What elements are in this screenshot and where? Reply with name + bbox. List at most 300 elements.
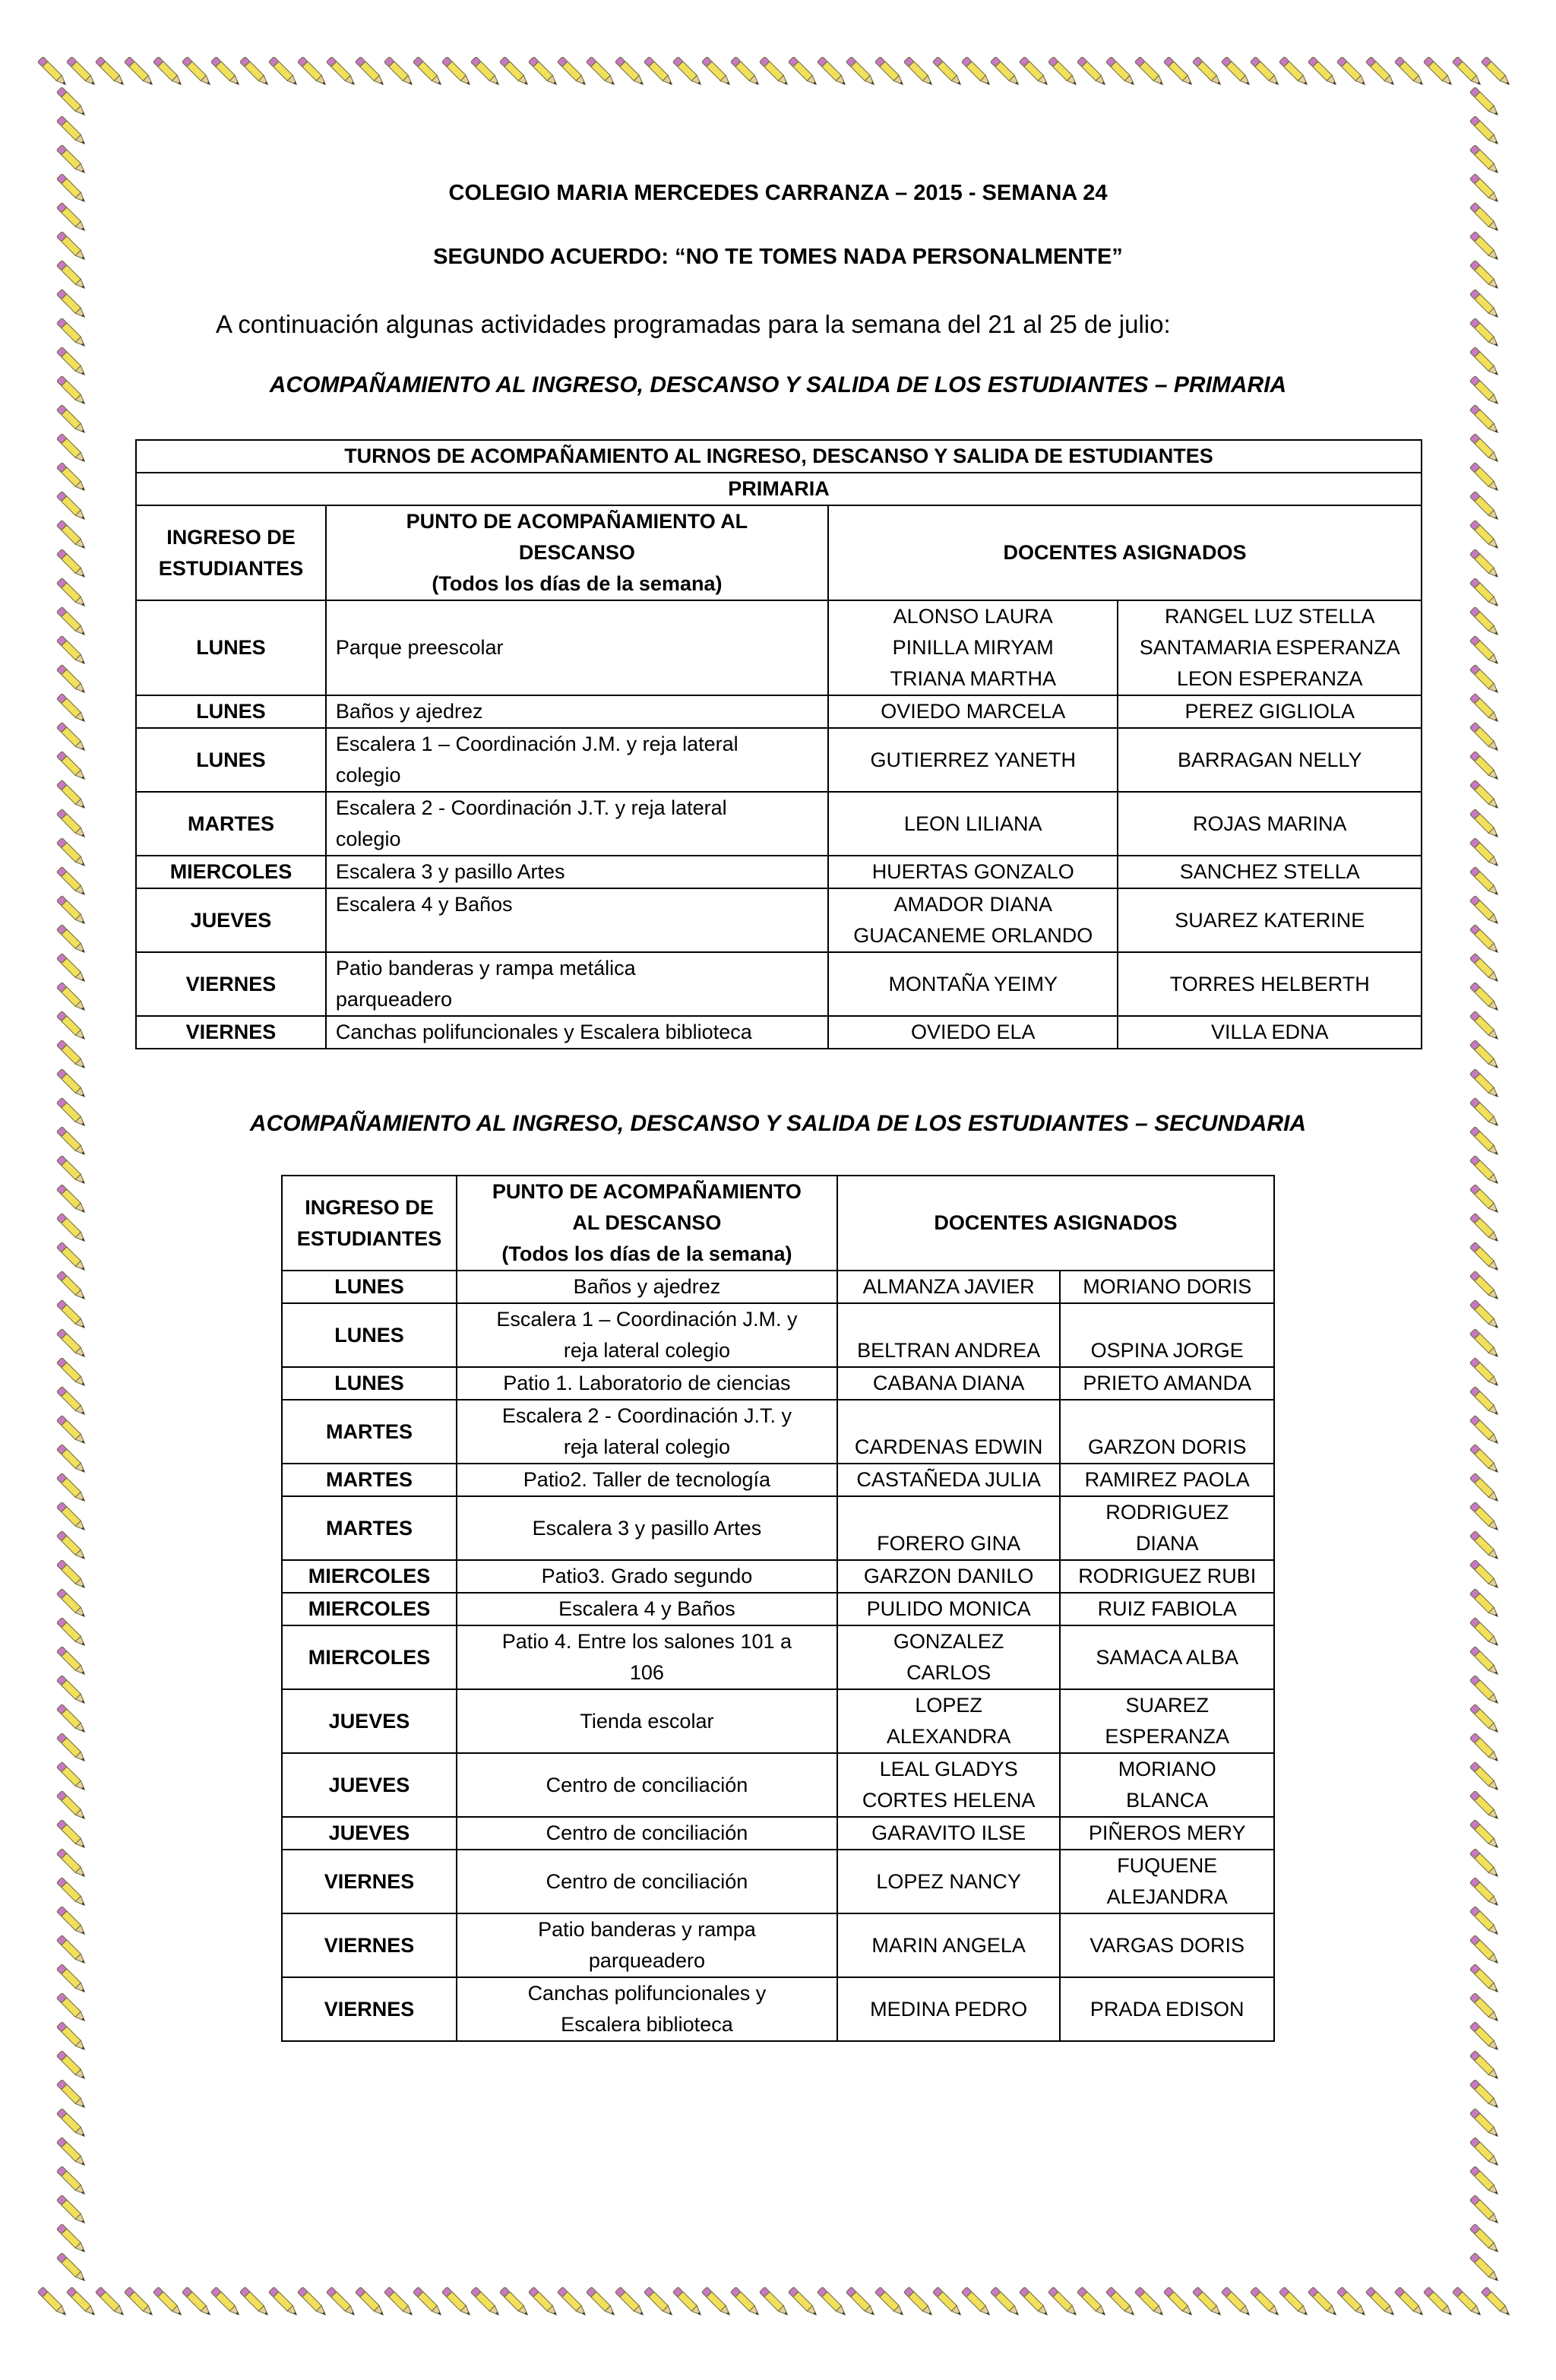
place-cell: Escalera 4 y Baños <box>457 1593 837 1625</box>
day-cell: VIERNES <box>282 1913 457 1977</box>
pencil-icon <box>56 1473 87 1503</box>
teacher-cell: PRIETO AMANDA <box>1060 1367 1274 1400</box>
pencil-icon <box>56 895 87 926</box>
pencil-icon <box>1105 2287 1136 2317</box>
pencil-icon <box>56 635 87 666</box>
table-row <box>282 1271 1274 1303</box>
pencil-icon <box>1336 56 1367 87</box>
header-ingreso: INGRESO DE ESTUDIANTES <box>136 505 326 600</box>
table-row <box>282 1977 1274 2041</box>
day-cell: LUNES <box>282 1303 457 1367</box>
pencil-icon <box>56 144 87 175</box>
pencil-icon <box>1469 1761 1500 1792</box>
pencil-icon <box>759 56 789 87</box>
pencil-icon <box>355 56 385 87</box>
pencil-icon <box>56 1848 87 1878</box>
teacher-cell: GARZON DORIS <box>1060 1400 1274 1464</box>
table-row <box>136 792 1422 856</box>
pencil-icon <box>384 56 414 87</box>
place-cell: Patio banderas y rampa metálica parqueadero <box>326 952 828 1016</box>
pencil-icon <box>56 982 87 1012</box>
pencil-icon <box>297 2287 327 2317</box>
header-docentes: DOCENTES ASIGNADOS <box>837 1176 1274 1271</box>
pencil-icon <box>326 56 356 87</box>
pencil-icon <box>1250 2287 1280 2317</box>
pencil-icon <box>1192 2287 1222 2317</box>
day-cell: MIERCOLES <box>136 856 326 888</box>
teacher-cell: ALMANZA JAVIER <box>837 1271 1061 1303</box>
pencil-icon <box>788 2287 818 2317</box>
pencil-icon <box>95 56 125 87</box>
teacher-cell: AMADOR DIANA GUACANEME ORLANDO <box>828 888 1118 952</box>
primaria-table-subtitle: PRIMARIA <box>136 473 1422 505</box>
pencil-icon <box>1469 2079 1500 2109</box>
pencil-icon <box>817 2287 847 2317</box>
pencil-icon <box>1469 202 1500 233</box>
pencil-icon <box>268 2287 299 2317</box>
pencil-icon <box>297 56 327 87</box>
teacher-cell: GUTIERREZ YANETH <box>828 728 1118 792</box>
pencil-icon <box>56 1328 87 1359</box>
pencil-icon <box>846 2287 876 2317</box>
place-cell: Patio 4. Entre los salones 101 a 106 <box>457 1625 837 1689</box>
place-cell: Canchas polifuncionales y Escalera biblioteca <box>457 1977 837 2041</box>
pencil-icon <box>1469 1011 1500 1041</box>
table-row <box>282 1625 1274 1689</box>
pencil-icon <box>56 1242 87 1272</box>
pencil-icon <box>384 2287 414 2317</box>
pencil-icon <box>1019 2287 1049 2317</box>
teacher-cell: PIÑEROS MERY <box>1060 1817 1274 1850</box>
pencil-icon <box>66 2287 96 2317</box>
pencil-icon <box>1469 1559 1500 1590</box>
pencil-icon <box>1308 2287 1338 2317</box>
pencil-icon <box>56 1588 87 1619</box>
pencil-icon <box>182 56 212 87</box>
header-punto: PUNTO DE ACOMPAÑAMIENTO AL DESCANSO (Todos los días de la semana) <box>457 1176 837 1271</box>
pencil-icon <box>124 2287 154 2317</box>
pencil-icon <box>56 1271 87 1301</box>
table-row <box>282 1400 1274 1464</box>
pencil-icon <box>1469 2195 1500 2225</box>
pencil-icon <box>56 116 87 146</box>
day-cell: JUEVES <box>282 1689 457 1753</box>
pencil-icon <box>1469 1906 1500 1936</box>
pencil-icon <box>615 56 645 87</box>
pencil-icon <box>1469 433 1500 464</box>
teacher-cell: ROJAS MARINA <box>1118 792 1422 856</box>
place-cell: Centro de conciliación <box>457 1817 837 1850</box>
teacher-cell: RANGEL LUZ STELLA SANTAMARIA ESPERANZA LEON ESPERANZA <box>1118 600 1422 695</box>
day-cell: MIERCOLES <box>282 1560 457 1593</box>
table-row <box>282 1689 1274 1753</box>
pencil-icon <box>1077 56 1107 87</box>
pencil-icon <box>56 2252 87 2283</box>
pencil-icon <box>788 56 818 87</box>
table-row <box>282 1303 1274 1367</box>
pencil-icon <box>644 2287 674 2317</box>
pencil-icon <box>56 1733 87 1763</box>
place-cell: Baños y ajedrez <box>457 1271 837 1303</box>
pencil-icon <box>56 1935 87 1965</box>
intro-text: A continuación algunas actividades programadas para la semana del 21 al 25 de julio: <box>216 310 1171 338</box>
teacher-cell: LOPEZ ALEXANDRA <box>837 1689 1061 1753</box>
pencil-icon <box>326 2287 356 2317</box>
pencil-icon <box>66 56 96 87</box>
secundaria-table <box>281 1175 1275 2042</box>
pencil-icon <box>56 1068 87 1099</box>
pencil-icon <box>874 2287 905 2317</box>
teacher-cell: ALONSO LAURA PINILLA MIRYAM TRIANA MARTHA <box>828 600 1118 695</box>
teacher-cell: MONTAÑA YEIMY <box>828 952 1118 1016</box>
pencil-icon <box>441 2287 472 2317</box>
pencil-icon <box>56 1704 87 1734</box>
header-ingreso: INGRESO DE ESTUDIANTES <box>282 1176 457 1271</box>
pencil-icon <box>56 289 87 319</box>
place-cell: Parque preescolar <box>326 600 828 695</box>
pencil-icon <box>1469 1502 1500 1532</box>
pencil-icon <box>56 1213 87 1243</box>
teacher-cell: FORERO GINA <box>837 1496 1061 1560</box>
day-cell: LUNES <box>136 600 326 695</box>
pencil-icon <box>1469 1992 1500 2023</box>
pencil-icon <box>1481 2287 1511 2317</box>
pencil-icon <box>1469 1964 1500 1994</box>
pencil-icon <box>1469 780 1500 810</box>
day-cell: LUNES <box>136 695 326 728</box>
pencil-icon <box>56 1675 87 1705</box>
pencil-icon <box>1469 924 1500 954</box>
pencil-icon <box>1423 56 1453 87</box>
place-cell: Patio3. Grado segundo <box>457 1560 837 1593</box>
primaria-table <box>135 439 1422 1049</box>
day-cell: VIERNES <box>282 1977 457 2041</box>
pencil-icon <box>56 2223 87 2254</box>
pencil-icon <box>413 2287 443 2317</box>
pencil-icon <box>413 56 443 87</box>
pencil-icon <box>1469 2021 1500 2052</box>
place-cell: Patio2. Taller de tecnología <box>457 1464 837 1496</box>
pencil-icon <box>1336 2287 1367 2317</box>
pencil-icon <box>903 56 934 87</box>
place-cell: Escalera 3 y pasillo Artes <box>457 1496 837 1560</box>
place-cell: Escalera 1 – Coordinación J.M. y reja lateral colegio <box>326 728 828 792</box>
teacher-cell: OSPINA JORGE <box>1060 1303 1274 1367</box>
pencil-icon <box>1469 1328 1500 1359</box>
pencil-icon <box>1469 664 1500 695</box>
pencil-icon <box>1469 549 1500 579</box>
pencil-icon <box>1469 866 1500 897</box>
pencil-icon <box>1469 1473 1500 1503</box>
pencil-icon <box>1469 895 1500 926</box>
pencil-icon <box>124 56 154 87</box>
pencil-icon <box>1469 606 1500 637</box>
day-cell: VIERNES <box>136 952 326 1016</box>
pencil-icon <box>56 462 87 492</box>
pencil-icon <box>56 1184 87 1214</box>
pencil-icon <box>1469 635 1500 666</box>
pencil-icon <box>56 1617 87 1647</box>
teacher-cell: CABANA DIANA <box>837 1367 1061 1400</box>
primaria-table-title: TURNOS DE ACOMPAÑAMIENTO AL INGRESO, DESCANSO Y SALIDA DE ESTUDIANTES <box>136 440 1422 473</box>
pencil-icon <box>1469 404 1500 435</box>
pencil-icon <box>528 2287 558 2317</box>
document-title: COLEGIO MARIA MERCEDES CARRANZA – 2015 - SEMANA 24 <box>448 181 1108 205</box>
pencil-icon <box>56 1386 87 1416</box>
teacher-cell: MORIANO DORIS <box>1060 1271 1274 1303</box>
pencil-icon <box>470 2287 501 2317</box>
teacher-cell: GONZALEZ CARLOS <box>837 1625 1061 1689</box>
pencil-icon <box>441 56 472 87</box>
pencil-icon <box>1077 2287 1107 2317</box>
pencil-icon <box>1469 1184 1500 1214</box>
pencil-icon <box>56 1357 87 1388</box>
teacher-cell: LOPEZ NANCY <box>837 1850 1061 1913</box>
pencil-icon <box>1163 2287 1194 2317</box>
teacher-cell: TORRES HELBERTH <box>1118 952 1422 1016</box>
table-row <box>282 1367 1274 1400</box>
pencil-icon <box>1163 56 1194 87</box>
pencil-icon <box>1469 289 1500 319</box>
pencil-icon <box>1469 1790 1500 1821</box>
pencil-icon <box>355 2287 385 2317</box>
place-cell: Escalera 2 - Coordinación J.T. y reja lateral colegio <box>457 1400 837 1464</box>
table-row <box>136 600 1422 695</box>
pencil-icon <box>672 2287 703 2317</box>
place-cell: Centro de conciliación <box>457 1850 837 1913</box>
pencil-icon <box>56 1299 87 1330</box>
pencil-icon <box>1469 116 1500 146</box>
pencil-icon <box>672 56 703 87</box>
pencil-icon <box>1192 56 1222 87</box>
teacher-cell: GARZON DANILO <box>837 1560 1061 1593</box>
pencil-icon <box>1221 56 1251 87</box>
pencil-icon <box>56 1155 87 1185</box>
pencil-icon <box>1469 1646 1500 1676</box>
pencil-icon <box>56 1819 87 1850</box>
pencil-icon <box>1469 1617 1500 1647</box>
pencil-icon <box>1469 1271 1500 1301</box>
table-row <box>136 695 1422 728</box>
teacher-cell: MEDINA PEDRO <box>837 1977 1061 2041</box>
place-cell: Tienda escolar <box>457 1689 837 1753</box>
pencil-icon <box>1394 56 1425 87</box>
pencil-icon <box>730 56 761 87</box>
pencil-icon <box>56 578 87 608</box>
pencil-icon <box>1469 144 1500 175</box>
pencil-icon <box>1469 1357 1500 1388</box>
pencil-icon <box>1469 1386 1500 1416</box>
pencil-icon <box>961 56 991 87</box>
teacher-cell: CARDENAS EDWIN <box>837 1400 1061 1464</box>
pencil-icon <box>1469 1848 1500 1878</box>
pencil-icon <box>56 924 87 954</box>
primaria-section-title: ACOMPAÑAMIENTO AL INGRESO, DESCANSO Y SALIDA DE LOS ESTUDIANTES – PRIMARIA <box>269 372 1287 397</box>
day-cell: VIERNES <box>136 1016 326 1049</box>
teacher-cell: LEON LILIANA <box>828 792 1118 856</box>
table-row <box>282 1850 1274 1913</box>
pencil-icon <box>37 2287 68 2317</box>
pencil-icon <box>56 606 87 637</box>
teacher-cell: PEREZ GIGLIOLA <box>1118 695 1422 728</box>
pencil-icon <box>1048 2287 1078 2317</box>
pencil-icon <box>557 2287 587 2317</box>
pencil-icon <box>1279 2287 1309 2317</box>
pencil-icon <box>1469 1068 1500 1099</box>
pencil-icon <box>56 87 87 117</box>
teacher-cell: PRADA EDISON <box>1060 1977 1274 2041</box>
pencil-icon <box>1481 56 1511 87</box>
pencil-icon <box>1469 520 1500 550</box>
pencil-icon <box>56 1877 87 1907</box>
pencil-icon <box>1469 1415 1500 1445</box>
pencil-icon <box>1469 1444 1500 1474</box>
place-cell: Patio 1. Laboratorio de ciencias <box>457 1367 837 1400</box>
pencil-icon <box>1469 1935 1500 1965</box>
pencil-icon <box>56 1761 87 1792</box>
teacher-cell: RODRIGUEZ RUBI <box>1060 1560 1274 1593</box>
pencil-icon <box>1469 953 1500 983</box>
teacher-cell: OVIEDO ELA <box>828 1016 1118 1049</box>
pencil-icon <box>56 1559 87 1590</box>
pencil-icon <box>874 56 905 87</box>
pencil-icon <box>1469 2050 1500 2081</box>
teacher-cell: VARGAS DORIS <box>1060 1913 1274 1977</box>
pencil-icon <box>615 2287 645 2317</box>
table-row <box>136 952 1422 1016</box>
pencil-icon <box>268 56 299 87</box>
teacher-cell: SANCHEZ STELLA <box>1118 856 1422 888</box>
pencil-icon <box>56 1992 87 2023</box>
teacher-cell: OVIEDO MARCELA <box>828 695 1118 728</box>
pencil-icon <box>56 837 87 868</box>
pencil-icon <box>56 2050 87 2081</box>
pencil-icon <box>990 56 1020 87</box>
pencil-icon <box>932 56 963 87</box>
teacher-cell: SUAREZ KATERINE <box>1118 888 1422 952</box>
pencil-icon <box>1469 1877 1500 1907</box>
pencil-icon <box>56 2079 87 2109</box>
teacher-cell: VILLA EDNA <box>1118 1016 1422 1049</box>
day-cell: LUNES <box>282 1367 457 1400</box>
pencil-icon <box>56 1415 87 1445</box>
day-cell: JUEVES <box>282 1817 457 1850</box>
pencil-icon <box>586 2287 616 2317</box>
pencil-icon <box>1221 2287 1251 2317</box>
pencil-icon <box>1250 56 1280 87</box>
pencil-icon <box>1469 87 1500 117</box>
pencil-icon <box>56 1011 87 1041</box>
pencil-icon <box>1469 462 1500 492</box>
pencil-icon <box>56 2021 87 2052</box>
day-cell: JUEVES <box>136 888 326 952</box>
pencil-icon <box>95 2287 125 2317</box>
pencil-icon <box>56 491 87 521</box>
day-cell: MARTES <box>282 1400 457 1464</box>
pencil-icon <box>153 56 183 87</box>
day-cell: LUNES <box>282 1271 457 1303</box>
pencil-icon <box>210 56 241 87</box>
day-cell: MARTES <box>136 792 326 856</box>
place-cell: Escalera 3 y pasillo Artes <box>326 856 828 888</box>
pencil-icon <box>56 202 87 233</box>
pencil-icon <box>56 2137 87 2167</box>
pencil-icon <box>1469 1675 1500 1705</box>
pencil-icon <box>56 664 87 695</box>
place-cell: Centro de conciliación <box>457 1753 837 1817</box>
pencil-icon <box>210 2287 241 2317</box>
place-cell: Escalera 4 y Baños <box>326 888 828 952</box>
pencil-icon <box>1469 2166 1500 2196</box>
teacher-cell: SUAREZ ESPERANZA <box>1060 1689 1274 1753</box>
place-cell: Escalera 1 – Coordinación J.M. y reja lateral colegio <box>457 1303 837 1367</box>
pencil-icon <box>1019 56 1049 87</box>
table-row <box>282 1753 1274 1817</box>
pencil-icon <box>56 2195 87 2225</box>
pencil-icon <box>1423 2287 1453 2317</box>
pencil-icon <box>1469 318 1500 348</box>
pencil-icon <box>1134 2287 1165 2317</box>
pencil-icon <box>182 2287 212 2317</box>
pencil-icon <box>56 953 87 983</box>
pencil-icon <box>56 809 87 839</box>
place-cell: Canchas polifuncionales y Escalera biblioteca <box>326 1016 828 1049</box>
day-cell: JUEVES <box>282 1753 457 1817</box>
table-row <box>282 1560 1274 1593</box>
teacher-cell: MORIANO BLANCA <box>1060 1753 1274 1817</box>
place-cell: Baños y ajedrez <box>326 695 828 728</box>
pencil-icon <box>1469 837 1500 868</box>
pencil-icon <box>56 1790 87 1821</box>
agreement-title: SEGUNDO ACUERDO: “NO TE TOMES NADA PERSONALMENTE” <box>433 245 1123 269</box>
pencil-icon <box>56 1906 87 1936</box>
pencil-icon <box>730 2287 761 2317</box>
pencil-icon <box>1469 2108 1500 2138</box>
pencil-icon <box>644 56 674 87</box>
pencil-icon <box>56 404 87 435</box>
table-row <box>136 856 1422 888</box>
pencil-icon <box>759 2287 789 2317</box>
pencil-icon <box>1469 809 1500 839</box>
pencil-icon <box>1469 693 1500 723</box>
pencil-icon <box>990 2287 1020 2317</box>
teacher-cell: RUIZ FABIOLA <box>1060 1593 1274 1625</box>
pencil-icon <box>56 2108 87 2138</box>
day-cell: LUNES <box>136 728 326 792</box>
pencil-icon <box>586 56 616 87</box>
pencil-icon <box>1469 1704 1500 1734</box>
pencil-icon <box>153 2287 183 2317</box>
pencil-icon <box>1308 56 1338 87</box>
header-docentes: DOCENTES ASIGNADOS <box>828 505 1422 600</box>
pencil-icon <box>56 693 87 723</box>
teacher-cell: RODRIGUEZ DIANA <box>1060 1496 1274 1560</box>
pencil-icon <box>1469 2252 1500 2283</box>
pencil-icon <box>239 2287 270 2317</box>
pencil-icon <box>528 56 558 87</box>
pencil-icon <box>1469 1299 1500 1330</box>
pencil-icon <box>470 56 501 87</box>
pencil-icon <box>1469 1213 1500 1243</box>
pencil-icon <box>56 780 87 810</box>
pencil-icon <box>1365 2287 1396 2317</box>
teacher-cell: BARRAGAN NELLY <box>1118 728 1422 792</box>
pencil-icon <box>56 2166 87 2196</box>
pencil-icon <box>56 1444 87 1474</box>
pencil-icon <box>1469 1588 1500 1619</box>
table-row <box>282 1817 1274 1850</box>
teacher-cell: BELTRAN ANDREA <box>837 1303 1061 1367</box>
